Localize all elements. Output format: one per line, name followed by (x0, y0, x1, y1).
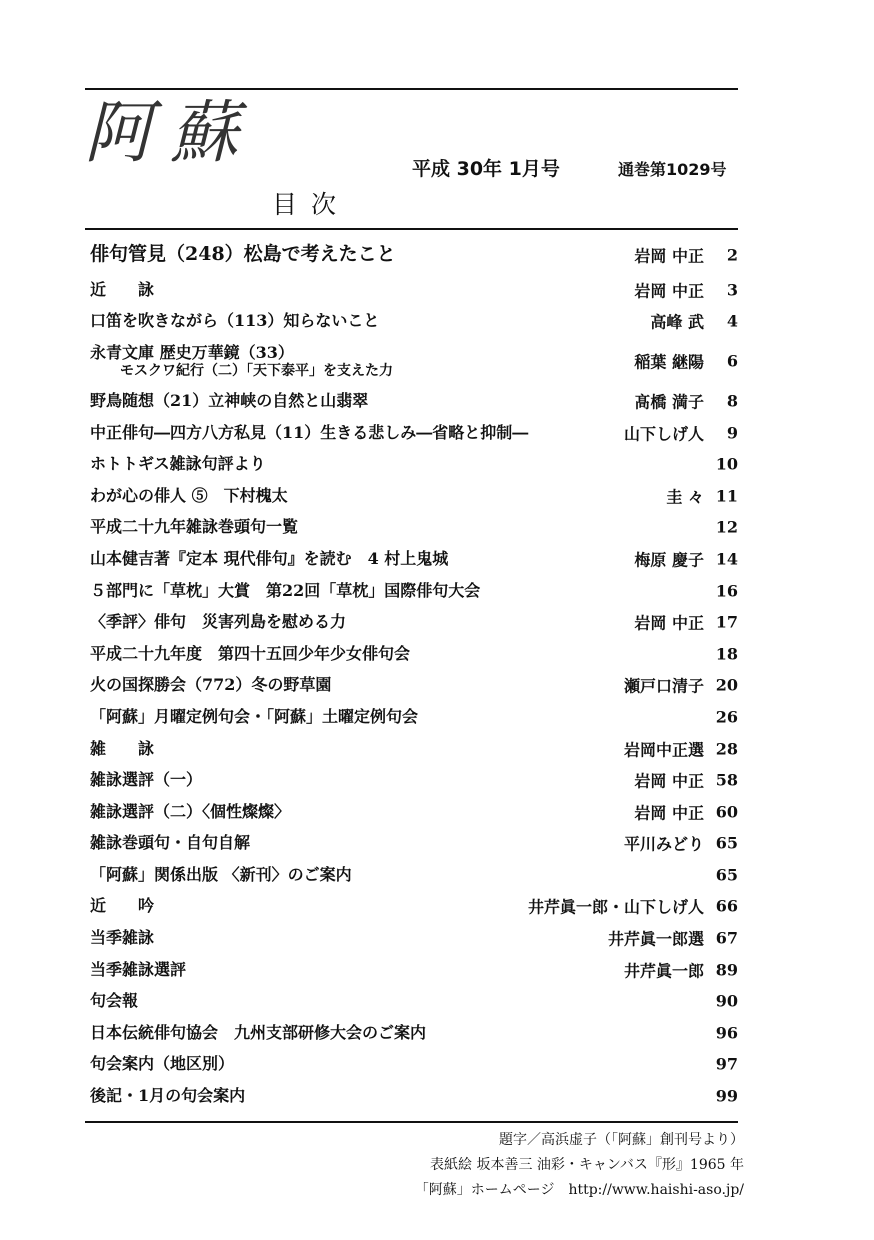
toc-entry[interactable] (90, 859, 740, 891)
toc-entry-author: 岩岡 中正 (634, 803, 704, 823)
toc-entry-author: 髙橋 満子 (634, 392, 704, 412)
toc-entry-page: 97 (715, 1054, 738, 1074)
issue-date: 平成 30年 1月号 (412, 158, 560, 180)
toc-entry-title-text: 平成二十九年雑詠巻頭句一覧 (90, 517, 299, 537)
magazine-logo (84, 94, 274, 192)
toc-entry[interactable] (90, 670, 740, 702)
toc-entry-author: 岩岡中正選 (623, 740, 704, 760)
toc-entry-author: 岩岡 中正 (634, 281, 704, 301)
toc-heading: 目次 (272, 190, 351, 219)
toc-entry-page: 65 (715, 833, 738, 853)
toc-entry[interactable] (90, 701, 740, 733)
toc-entry-page: 65 (715, 865, 738, 885)
toc-entry-title (90, 244, 396, 266)
toc-entry-author: 高峰 武 (650, 312, 704, 332)
toc-entry[interactable] (90, 922, 740, 954)
toc-entry-subtitle: モスクワ紀行（二）「天下泰平」を支えた力 (120, 362, 393, 379)
toc-entry-title (90, 866, 352, 884)
toc-entry-title-text: 永青文庫 歴史万華鏡（33） (90, 342, 294, 362)
toc-entry-author: 稲葉 継陽 (634, 352, 704, 372)
toc-entry[interactable] (90, 337, 740, 385)
toc-entry-title (90, 992, 138, 1010)
toc-entry-title-text: 雑詠巻頭句・自句自解 (90, 833, 251, 853)
toc-entry-author: 梅原 慶子 (634, 550, 704, 570)
toc-entry-author: 平川みどり (623, 834, 704, 854)
toc-entry-title-text: 雑 詠 (90, 738, 155, 758)
toc-entry-page: 6 (726, 351, 738, 371)
toc-entry[interactable] (90, 385, 740, 417)
toc-entry-title (90, 423, 528, 441)
toc-entry[interactable] (90, 954, 740, 986)
table-of-contents (90, 236, 740, 1112)
credits (415, 1128, 744, 1203)
toc-entry-page: 3 (726, 280, 738, 300)
toc-entry-page: 2 (726, 245, 738, 265)
toc-entry-page: 17 (715, 612, 738, 632)
toc-entry-title (90, 929, 154, 947)
toc-entry[interactable] (90, 1017, 740, 1049)
toc-entry-author: 岩岡 中正 (634, 246, 704, 266)
toc-entry-page: 20 (715, 675, 738, 695)
toc-entry-page: 66 (715, 896, 738, 916)
toc-entry-page: 11 (715, 486, 738, 506)
toc-entry[interactable] (90, 575, 740, 607)
toc-entry[interactable] (90, 306, 740, 338)
toc-entry-title (90, 281, 154, 299)
toc-entry-author: 岩岡 中正 (634, 613, 704, 633)
toc-entry[interactable] (90, 448, 740, 480)
toc-entry-page: 10 (715, 454, 738, 474)
toc-entry[interactable] (90, 417, 740, 449)
toc-entry-title (90, 771, 202, 789)
toc-entry-title-text: 近 詠 (90, 279, 155, 299)
toc-entry-author: 井芹眞一郎選 (607, 929, 704, 949)
toc-entry-title-text: 句会案内（地区別） (90, 1054, 235, 1074)
toc-entry-title-text: ホトトギス雑詠句評より (90, 453, 266, 473)
toc-entry[interactable] (90, 638, 740, 670)
toc-entry-title-text: 野鳥随想（21）立神峡の自然と山翡翠 (90, 390, 369, 410)
toc-entry-title-text: 後記・1月の句会案内 (90, 1085, 246, 1105)
toc-entry-title (90, 739, 154, 757)
homepage-credit[interactable]: 「阿蘇」ホームページ http://www.haishi-aso.jp/ (414, 1182, 744, 1198)
toc-entry-page: 58 (715, 770, 738, 790)
toc-entry-title-text: 俳句管見（248）松島で考えたこと (90, 243, 396, 266)
toc-entry-title (90, 676, 331, 694)
toc-entry-title-text: 山本健吉著『定本 現代俳句』を読む 4 村上鬼城 (90, 548, 449, 568)
toc-entry[interactable] (90, 796, 740, 828)
toc-entry[interactable] (90, 512, 740, 544)
toc-entry-title-text: 火の国探勝会（772）冬の野草園 (90, 675, 332, 695)
toc-entry-title-text: 当季雑詠選評 (90, 959, 187, 979)
toc-entry-title-text: 当季雑詠 (90, 927, 155, 947)
toc-entry-title (90, 708, 418, 726)
toc-entry-page: 4 (726, 311, 738, 331)
toc-entry[interactable] (90, 274, 740, 306)
toc-entry-page: 96 (715, 1023, 738, 1043)
toc-entry[interactable] (90, 1080, 740, 1112)
toc-entry-page: 99 (715, 1086, 738, 1106)
toc-entry-title (90, 834, 250, 852)
toc-entry-title (90, 803, 290, 821)
cover-art-credit: 表紙絵 坂本善三 油彩・キャンバス『形』1965 年 (430, 1157, 744, 1173)
issue-volume: 通巻第1029号 (618, 160, 727, 179)
toc-entry-title (90, 487, 288, 505)
toc-entry-title-text: 句会報 (90, 991, 139, 1011)
toc-entry-title (90, 645, 410, 663)
toc-entry-page: 89 (715, 960, 738, 980)
toc-entry-title (90, 344, 393, 378)
toc-entry-title (90, 550, 448, 568)
toc-entry-title (90, 1024, 426, 1042)
toc-entry[interactable] (90, 543, 740, 575)
toc-entry[interactable] (90, 985, 740, 1017)
toc-entry-author: 瀬戸口清子 (623, 676, 704, 696)
logo-calligraphy: 阿蘇 (84, 94, 257, 173)
toc-entry-title (90, 960, 186, 978)
toc-entry-title (90, 1055, 234, 1073)
toc-entry[interactable] (90, 606, 740, 638)
toc-entry-page: 26 (715, 707, 738, 727)
toc-entry-title (90, 1087, 245, 1105)
toc-entry[interactable] (90, 236, 740, 274)
header-rule (85, 228, 738, 230)
toc-entry-title (90, 581, 480, 599)
toc-entry-title-text: 中正俳句―四方八方私見（11）生きる悲しみ―省略と抑制― (90, 422, 529, 442)
toc-entry-page: 12 (715, 517, 738, 537)
toc-entry-author: 井芹眞一郎 (623, 961, 704, 981)
toc-entry[interactable] (90, 828, 740, 860)
toc-entry-title-text: 平成二十九年度 第四十五回少年少女俳句会 (90, 643, 411, 663)
toc-entry-page: 8 (726, 391, 738, 411)
toc-entry-title-text: 近 吟 (90, 896, 155, 916)
toc-entry-page: 14 (715, 549, 738, 569)
toc-entry[interactable] (90, 764, 740, 796)
toc-entry[interactable] (90, 1049, 740, 1081)
toc-entry-author: 岩岡 中正 (634, 771, 704, 791)
toc-entry-title-text: ５部門に「草枕」大賞 第22回「草枕」国際俳句大会 (90, 580, 481, 600)
toc-entry-page: 60 (715, 802, 738, 822)
toc-entry-page: 90 (715, 991, 738, 1011)
bottom-rule (85, 1121, 738, 1123)
toc-entry-author: 山下しげ人 (623, 424, 704, 444)
toc-entry-title-text: 雑詠選評（一） (90, 769, 203, 789)
title-calligraphy-credit: 題字／高浜虚子（「阿蘇」創刊号より） (499, 1132, 744, 1148)
toc-entry-title (90, 455, 266, 473)
toc-entry-author: 圭 々 (666, 487, 704, 507)
toc-entry-title-text: 雑詠選評（二）〈個性燦燦〉 (90, 801, 291, 821)
toc-entry-title-text: わが心の俳人 ⑤ 下村槐太 (90, 485, 288, 505)
toc-entry-title (90, 518, 298, 536)
toc-entry-page: 28 (715, 739, 738, 759)
toc-entry-title-text: 「阿蘇」月曜定例句会・「阿蘇」土曜定例句会 (90, 706, 419, 726)
toc-entry-title (90, 613, 346, 631)
toc-entry-page: 16 (715, 581, 738, 601)
toc-entry-title (90, 312, 379, 330)
toc-entry-title (90, 392, 368, 410)
toc-entry[interactable] (90, 733, 740, 765)
toc-entry-title-text: 「阿蘇」関係出版 〈新刊〉のご案内 (90, 864, 352, 884)
toc-entry-title (90, 897, 154, 915)
toc-entry-title-text: 〈季評〉俳句 災害列島を慰める力 (90, 611, 347, 631)
top-rule (85, 88, 738, 90)
toc-entry-page: 67 (715, 928, 738, 948)
toc-entry-title-text: 口笛を吹きながら（113）知らないこと (90, 311, 380, 331)
toc-entry-page: 18 (715, 644, 738, 664)
toc-entry-page: 9 (726, 423, 738, 443)
toc-entry[interactable] (90, 480, 740, 512)
toc-entry-title-text: 日本伝統俳句協会 九州支部研修大会のご案内 (90, 1022, 427, 1042)
toc-entry[interactable] (90, 891, 740, 923)
toc-entry-author: 井芹眞一郎・山下しげ人 (527, 897, 704, 917)
